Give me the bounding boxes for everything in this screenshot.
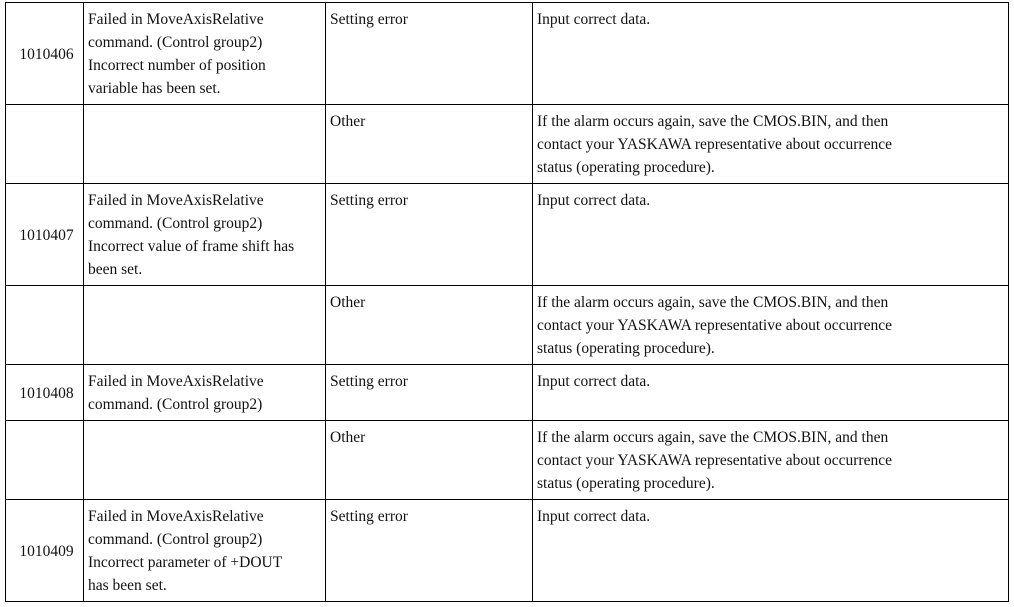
alarm-cause: Other [330,294,366,311]
alarm-description-cell [84,421,326,500]
alarm-description-line: Failed in MoveAxisRelative [88,192,264,209]
alarm-cause-cell [326,184,533,286]
alarm-cause: Other [330,429,366,446]
alarm-code: 1010406 [19,45,74,63]
alarm-cause: Setting error [330,192,408,209]
alarm-remedy-line: Input correct data. [537,192,651,209]
alarm-description-line: Failed in MoveAxisRelative [88,11,264,28]
alarm-code-cell [6,105,84,184]
alarm-remedy-line: Input correct data. [537,508,651,525]
alarm-description-line: command. (Control group2) [88,396,263,413]
alarm-description-line: command. (Control group2) [88,531,263,548]
alarm-remedy-line: contact your YASKAWA representative about occurrence [537,452,892,469]
alarm-description-line: Incorrect parameter of +DOUT [88,554,283,571]
alarm-description-line: command. (Control group2) [88,34,263,51]
alarm-code: 1010408 [19,384,74,402]
alarm-code-cell [6,500,84,602]
alarm-cause: Setting error [330,11,408,28]
alarm-cause-cell [326,421,533,500]
alarm-remedy-line: status (operating procedure). [537,159,715,176]
alarm-description-line: has been set. [88,577,167,594]
alarm-code-cell [6,184,84,286]
table-row [6,365,1009,421]
table-row [6,421,1009,500]
alarm-remedy-line: contact your YASKAWA representative about occurrence [537,317,892,334]
alarm-description-line: Failed in MoveAxisRelative [88,508,264,525]
alarm-description-cell [84,105,326,184]
alarm-remedy-line: contact your YASKAWA representative about occurrence [537,136,892,153]
table-row [6,184,1009,286]
alarm-description-cell [84,286,326,365]
table-row [6,500,1009,602]
alarm-cause-cell [326,3,533,105]
alarm-code: 1010407 [19,226,74,244]
alarm-cause: Setting error [330,508,408,525]
alarm-description-line: Failed in MoveAxisRelative [88,373,264,390]
alarm-description-line: command. (Control group2) [88,215,263,232]
alarm-description-cell [84,184,326,286]
alarm-description-cell [84,3,326,105]
table-row [6,105,1009,184]
alarm-description-cell [84,365,326,421]
alarm-remedy-cell [533,105,1009,184]
alarm-description-line: variable has been set. [88,80,221,97]
alarm-remedy-cell [533,421,1009,500]
alarm-remedy-cell [533,365,1009,421]
alarm-cause-cell [326,500,533,602]
alarm-remedy-line: status (operating procedure). [537,475,715,492]
alarm-cause-cell [326,105,533,184]
alarm-description-line: Incorrect number of position [88,57,266,74]
table-row [6,3,1009,105]
alarm-remedy-line: Input correct data. [537,373,651,390]
alarm-code-cell [6,3,84,105]
alarm-remedy-line: If the alarm occurs again, save the CMOS.BIN, and then [537,294,889,311]
alarm-description-line: Incorrect value of frame shift has [88,238,295,255]
alarm-code-cell [6,365,84,421]
alarm-remedy-line: If the alarm occurs again, save the CMOS.BIN, and then [537,429,889,446]
alarm-code: 1010409 [19,542,74,560]
alarm-cause-cell [326,365,533,421]
alarm-table-body [6,3,1009,602]
alarm-table [5,2,1009,602]
alarm-cause: Setting error [330,373,408,390]
alarm-remedy-line: status (operating procedure). [537,340,715,357]
alarm-remedy-cell [533,500,1009,602]
alarm-remedy-cell [533,286,1009,365]
alarm-cause: Other [330,113,366,130]
alarm-description-line: been set. [88,261,143,278]
alarm-remedy-line: Input correct data. [537,11,651,28]
alarm-remedy-line: If the alarm occurs again, save the CMOS.BIN, and then [537,113,889,130]
alarm-code-cell [6,286,84,365]
alarm-code-cell [6,421,84,500]
table-row [6,286,1009,365]
alarm-remedy-cell [533,3,1009,105]
alarm-cause-cell [326,286,533,365]
alarm-remedy-cell [533,184,1009,286]
alarm-description-cell [84,500,326,602]
